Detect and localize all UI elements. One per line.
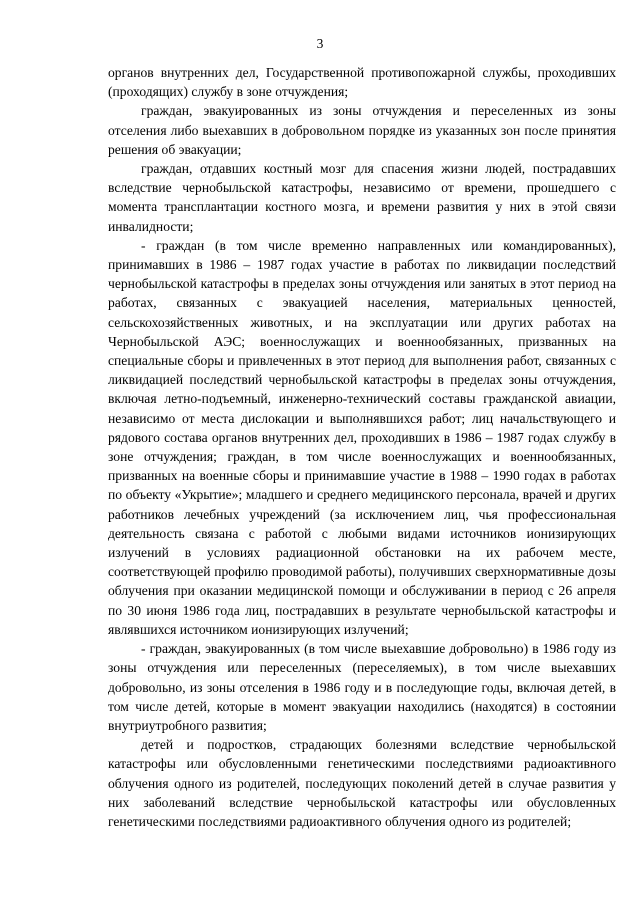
paragraph-5: - граждан, эвакуированных (в том числе выехавшие добровольно) в 1986 году из зоны отчуждения или переселенных (переселяемых), в том числе выехавших добровольно, из зоны отселения в 1986 году и в последующие годы, включая детей, в том числе детей, которые в момент эвакуации находились (находятся) в состоянии внутриутробного развития; (108, 641, 616, 733)
paragraph-4: - граждан (в том числе временно направленных или командированных), принимавших в 1986 – 1987 годах участие в работах по ликвидации последствий чернобыльской катастрофы в пределах зоны отчуждения или занятых в этот период на работах, связанных с эвакуацией населения, материальных ценностей, сельскохозяйственных животных, и на эксплуатации или других работах на Чернобыльской АЭС; военнослужащих и военнообязанных, призванных на специальные сборы и привлеченных в этот период для выполнения работ, связанных с ликвидацией последствий чернобыльской катастрофы в пределах зоны отчуждения, включая летно-подъемный, инженерно-технический составы гражданской авиации, независимо от места дислокации и выполнявшихся работ; лиц начальствующего и рядового состава органов внутренних дел, проходивших в 1986 – 1987 годах службу в зоне отчуждения; граждан, в том числе военнослужащих и военнообязанных, призванных на военные сборы и принимавшие участие в 1988 – 1990 годах в работах по объекту «Укрытие»; младшего и среднего медицинского персонала, врачей и других работников лечебных учреждений (за исключением лиц, чья профессиональная деятельность связана с работой с любыми видами источников ионизирующих излучений в условиях радиационной обстановки на их рабочем месте, соответствующей профилю проводимой работы), получивших сверхнормативные дозы облучения при оказании медицинской помощи и обслуживании в период с 26 апреля по 30 июня 1986 года лиц, пострадавших в результате чернобыльской катастрофы и являвшихся источником ионизирующих излучений; (108, 237, 616, 637)
paragraph-6: детей и подростков, страдающих болезнями вследствие чернобыльской катастрофы или обусловленными генетическими последствиями радиоактивного облучения одного из родителей, последующих поколений детей в случае развития у них заболеваний вследствие чернобыльской катастрофы или обусловленных генетическими последствиями радиоактивного облучения одного из родителей; (108, 737, 616, 829)
page-number: 3 (316, 36, 324, 51)
paragraph-1: органов внутренних дел, Государственной противопожарной службы, проходивших (проходящих) службу в зоне отчуждения; (108, 65, 616, 100)
document-body (108, 63, 616, 831)
paragraph-2: граждан, эвакуированных из зоны отчуждения и переселенных из зоны отселения либо выехавших в добровольном порядке из указанных зон после принятия решения об эвакуации; (108, 103, 616, 157)
paragraph-3: граждан, отдавших костный мозг для спасения жизни людей, пострадавших вследствие чернобыльской катастрофы, независимо от времени, прошедшего с момента трансплантации костного мозга, и времени развития у них в этой связи инвалидности; (108, 161, 616, 234)
